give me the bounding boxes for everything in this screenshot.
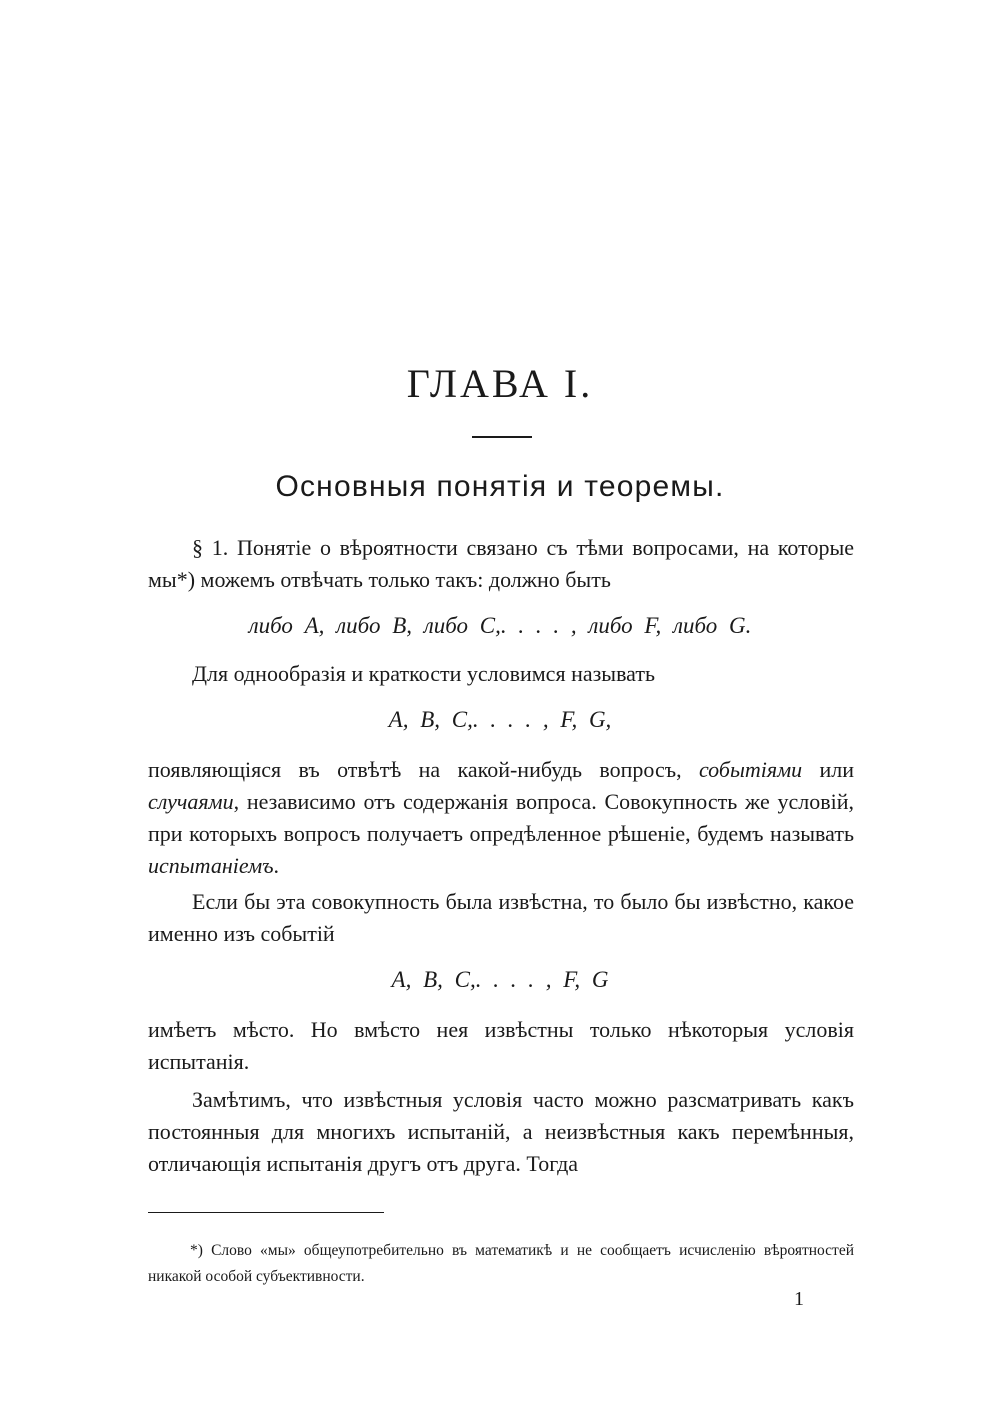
paragraph-3-part-2: или (802, 757, 854, 782)
term-sobytiya: событіями (698, 757, 803, 782)
page-number: 1 (794, 1288, 804, 1310)
paragraph-6: Замѣтимъ, что извѣстныя условія часто можно разсматривать какъ постоянныя для многихъ испытаній, а неизвѣстныя какъ перемѣнныя, отличающія испытанія другъ отъ друга. Тогда (148, 1087, 854, 1176)
formula-events-2: A, B, C,. . . . , F, G, (388, 707, 612, 732)
paragraph-4: Если бы эта совокупность была извѣстна, то было бы извѣстно, какое именно изъ событій (148, 889, 854, 946)
chapter-divider (472, 436, 532, 438)
paragraph-5: имѣетъ мѣсто. Но вмѣсто нея извѣстны только нѣкоторыя условія испытанія. (148, 1017, 854, 1074)
footnote-divider (148, 1212, 384, 1213)
footnote (148, 1238, 854, 1290)
formula-events-1: либо A, либо B, либо C,. . . . , либо F, либо G. (248, 613, 752, 638)
chapter-title: ГЛАВА I. (406, 361, 594, 406)
formula-events-3: A, B, C,. . . . , F, G (391, 967, 609, 992)
section-heading: Основныя понятія и теоремы. (275, 470, 725, 503)
paragraph-3 (148, 754, 854, 882)
paragraph-3-end: . (273, 853, 280, 878)
paragraph-2: Для однообразія и краткости условимся называть (192, 661, 656, 686)
paragraph-3-part-1: появляющіяся въ отвѣтѣ на какой-нибудь вопросъ, (148, 757, 699, 782)
paragraph-1: § 1. Понятіе о вѣроятности связано съ тѣми вопросами, на которые мы*) можемъ отвѣчать только такъ: должно быть (148, 535, 854, 592)
footnote-text: *) Слово «мы» общеупотребительно въ математикѣ и не сообщаетъ исчисленію вѣроятностей никакой особой субъективности. (148, 1242, 854, 1285)
term-ispytanie: испытаніемъ (148, 853, 274, 878)
term-sluchai: случаями (148, 789, 234, 814)
paragraph-3-part-3: , независимо отъ содержанія вопроса. Совокупность же условій, при которыхъ вопросъ получаетъ опредѣленное рѣшеніе, будемъ называть (148, 789, 854, 846)
